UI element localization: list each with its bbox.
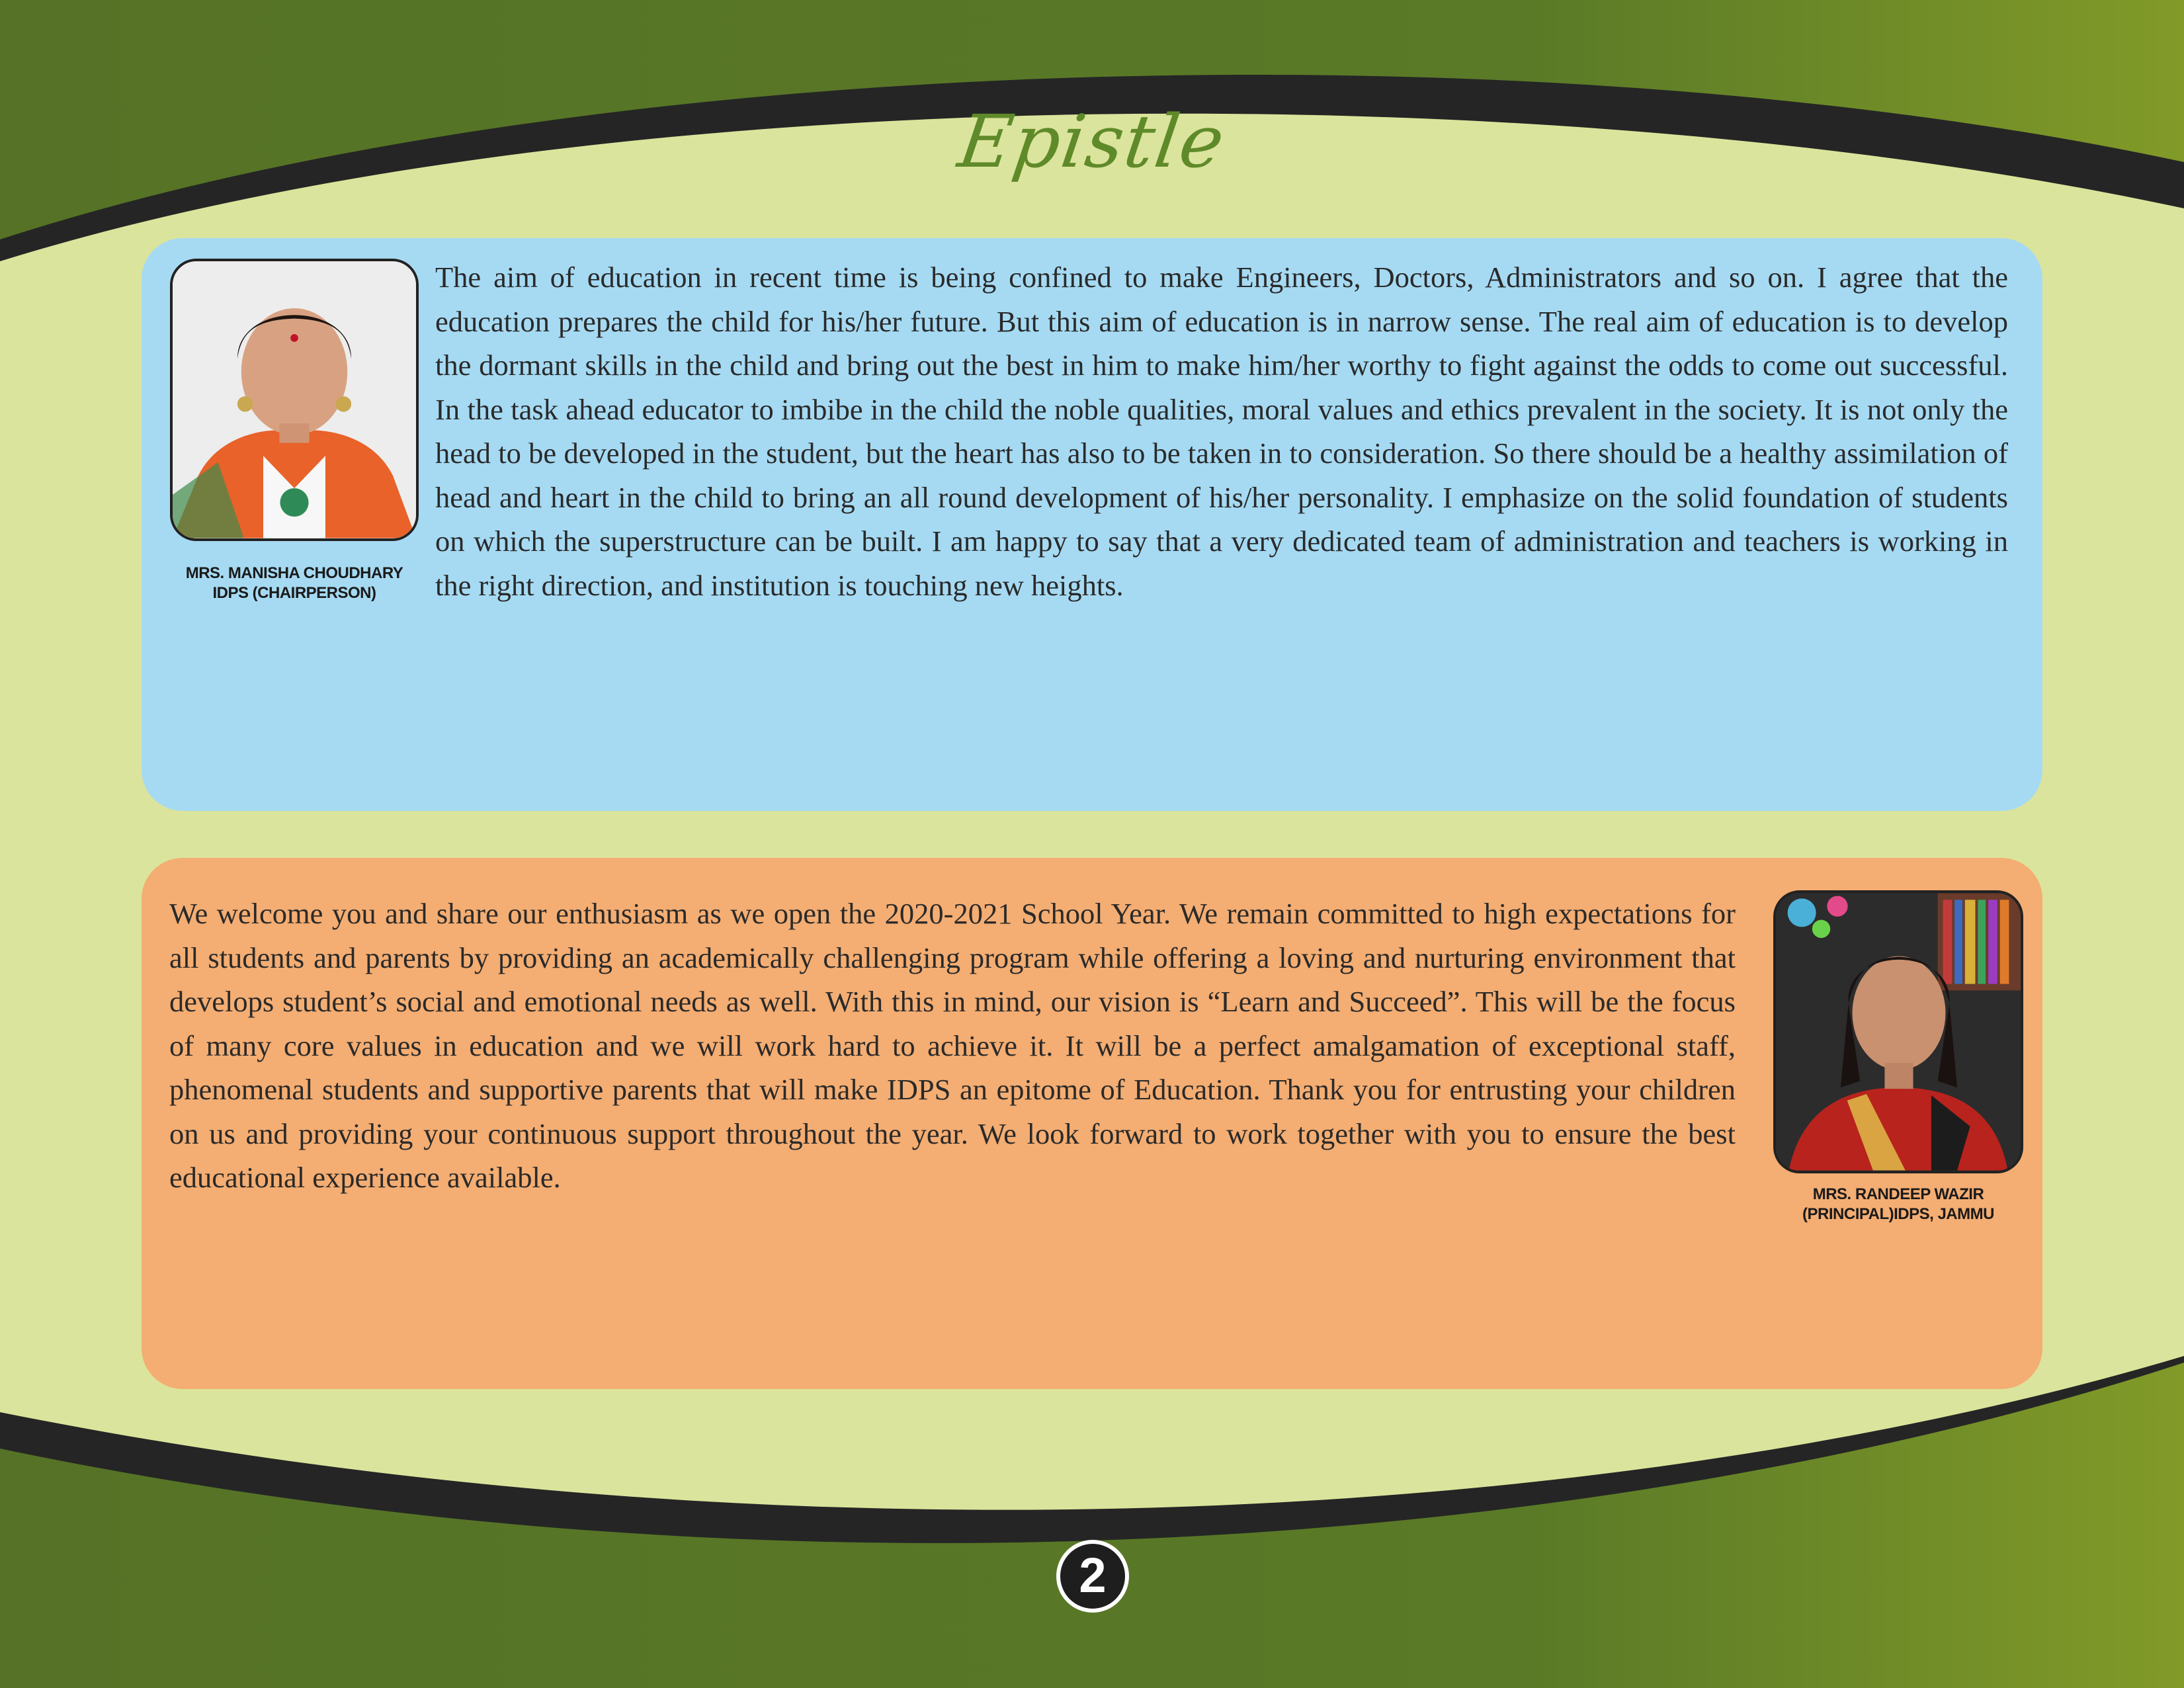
page-number-badge: 2 [1056,1540,1129,1613]
page-title: Epistle [953,99,1231,184]
chairperson-caption [170,564,419,603]
principal-name: MRS. RANDEEP WAZIR [1812,1185,1984,1203]
chairperson-message-text: The aim of education in recent time is being confined to make Engineers, Doctors, Administrators and so on. I agree that the education prepares the child for his/her future. But this aim of education is in narrow sense. The real aim of education is to develop the dormant skills in the child and bring out the best in him to make him/her worthy to fight against the odds to come out successful. In the task ahead educator to imbibe in the child the noble qualities, moral values and ethics prevalent in the society. It is not only the head to be developed in the student, but the heart has also to be taken in to consideration. So there should be a healthy assimilation of head and heart in the child to bring an all round development of his/her personality. I emphasize on the solid foundation of students on which the superstructure can be built. I am happy to say that a very dedicated team of administration and teachers is working in the right direction, and institution is touching new heights. [435,261,2008,602]
chairperson-photo [170,259,419,541]
principal-message-text: We welcome you and share our enthusiasm as we open the 2020-2021 School Year. We remain committed to high expectations for all students and parents by providing an academically challenging program while offering a loving and nurturing environment that develops student’s social and emotional needs as well. With this in mind, our vision is “Learn and Succeed”. This will be the focus of many core values in education and we will work hard to achieve it. It will be a perfect amalgamation of exceptional staff, phenomenal students and supportive parents that will make IDPS an epitome of Education. Thank you for entrusting your children on us and providing your continuous support throughout the year. We look forward to work together with you to ensure the best educational experience available. [169,897,1736,1194]
principal-caption [1760,1185,2037,1224]
principal-role: (PRINCIPAL)IDPS, JAMMU [1802,1205,1994,1223]
chairperson-name: MRS. MANISHA CHOUDHARY [185,564,403,582]
principal-photo [1773,890,2023,1173]
chairperson-role: IDPS (CHAIRPERSON) [212,584,376,602]
